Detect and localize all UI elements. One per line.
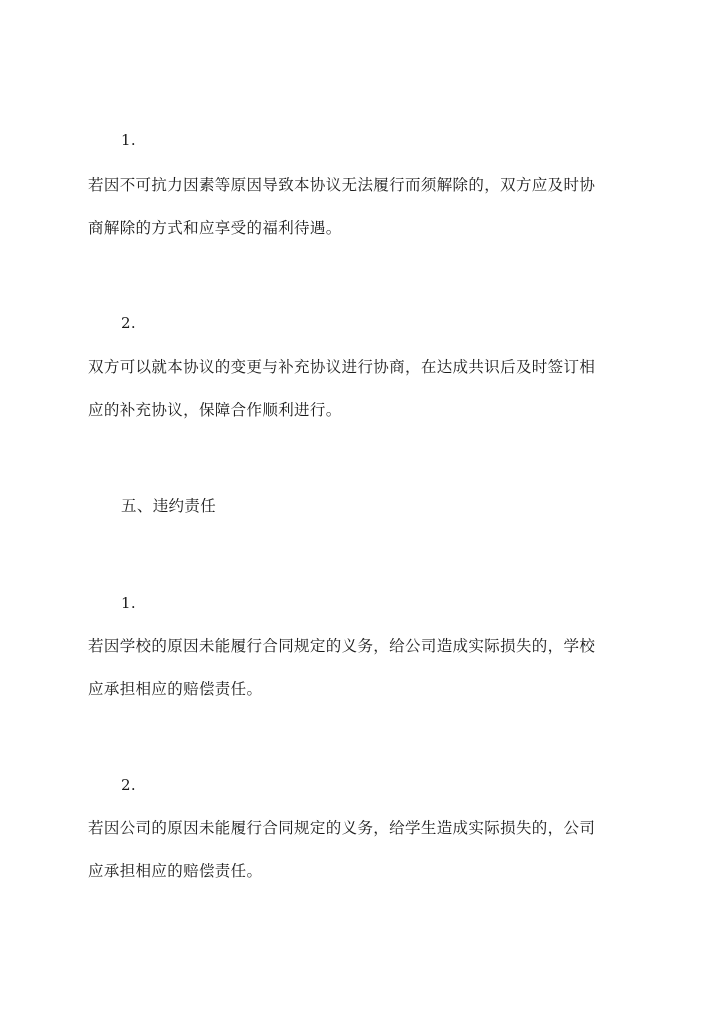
paragraph-line: 若因公司的原因未能履行合同规定的义务，给学生造成实际损失的，公司 — [88, 819, 596, 837]
paragraph-line: 应的补充协议，保障合作顺利进行。 — [88, 401, 342, 419]
paragraph-line: 应承担相应的赔偿责任。 — [88, 862, 263, 880]
item-number: 2. — [121, 776, 137, 794]
item-number: 2. — [121, 314, 137, 332]
section-heading: 五、违约责任 — [121, 497, 217, 515]
paragraph-line: 若因学校的原因未能履行合同规定的义务，给公司造成实际损失的，学校 — [88, 637, 596, 655]
paragraph-line: 双方可以就本协议的变更与补充协议进行协商，在达成共识后及时签订相 — [88, 358, 596, 376]
item-number: 1. — [121, 594, 137, 612]
paragraph-line: 若因不可抗力因素等原因导致本协议无法履行而须解除的，双方应及时协 — [88, 176, 596, 194]
paragraph-line: 商解除的方式和应享受的福利待遇。 — [88, 219, 342, 237]
item-number: 1. — [121, 131, 137, 149]
paragraph-line: 应承担相应的赔偿责任。 — [88, 680, 263, 698]
